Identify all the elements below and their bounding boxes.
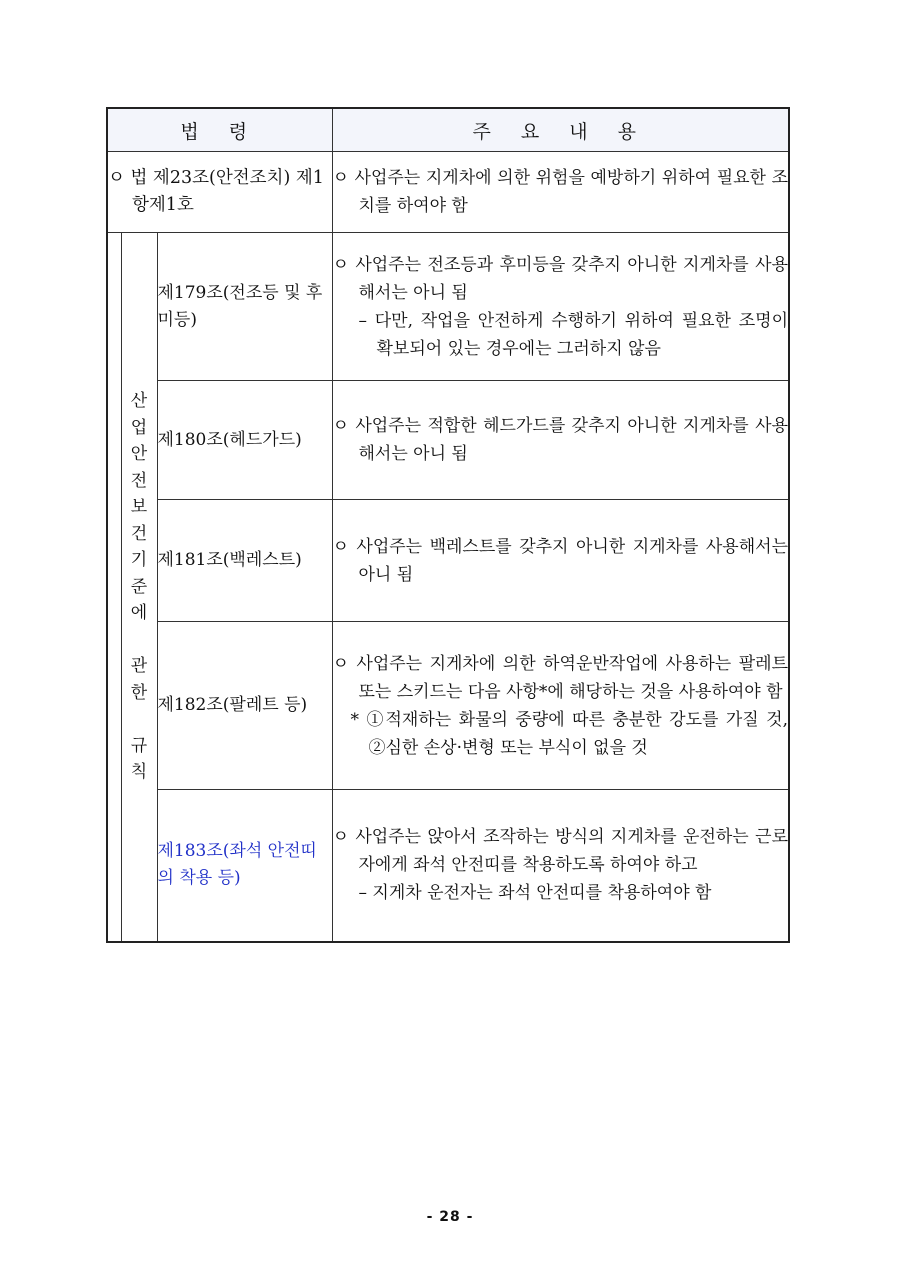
rule-article: 제183조(좌석 안전띠의 착용 등)	[157, 790, 332, 942]
table-row	[107, 790, 789, 942]
table-row	[107, 152, 789, 233]
table-row	[107, 500, 789, 622]
rule-article: 제182조(팔레트 등)	[157, 622, 332, 790]
regulation-table	[106, 107, 790, 943]
page-number: - 28 -	[426, 1209, 474, 1225]
rule-article: 제179조(전조등 및 후미등)	[157, 233, 332, 381]
gutter	[107, 233, 121, 942]
rule-content: ㅇ 사업주는 적합한 헤드가드를 갖추지 아니한 지게차를 사용해서는 아니 됨	[332, 381, 789, 500]
table-row	[107, 233, 789, 381]
table-header-row	[107, 108, 789, 152]
rule-article: 제180조(헤드가드)	[157, 381, 332, 500]
law-article-cell	[107, 152, 332, 233]
header-content: 주 요 내 용	[332, 108, 789, 152]
rule-content: ㅇ 사업주는 앉아서 조작하는 방식의 지게차를 운전하는 근로자에게 좌석 안전띠를 착용하도록 하여야 하고 – 지게차 운전자는 좌석 안전띠를 착용하여야 함	[332, 790, 789, 942]
law-content-cell	[332, 152, 789, 233]
rule-content: ㅇ 사업주는 전조등과 후미등을 갖추지 아니한 지게차를 사용해서는 아니 됨 – 다만, 작업을 안전하게 수행하기 위하여 필요한 조명이 확보되어 있는 경우에는 그러하지 않음	[332, 233, 789, 381]
header-law: 법 령	[107, 108, 332, 152]
law-article: ㅇ 법 제23조(안전조치) 제1항제1호	[108, 168, 324, 215]
rule-content: ㅇ 사업주는 지게차에 의한 하역운반작업에 사용하는 팔레트 또는 스키드는 다음 사항*에 해당하는 것을 사용하여야 함 * ①적재하는 화물의 중량에 따른 충분한 강도를 가질 것, ②심한 손상·변형 또는 부식이 없을 것	[332, 622, 789, 790]
rule-content: ㅇ 사업주는 백레스트를 갖추지 아니한 지게차를 사용해서는 아니 됨	[332, 500, 789, 622]
table-row	[107, 622, 789, 790]
table-row	[107, 381, 789, 500]
side-label: 산 업 안 전 보 건 기 준 에 관 한 규 칙	[121, 233, 157, 942]
rule-article: 제181조(백레스트)	[157, 500, 332, 622]
law-content: ㅇ 사업주는 지게차에 의한 위험을 예방하기 위하여 필요한 조치를 하여야 함	[332, 168, 788, 216]
